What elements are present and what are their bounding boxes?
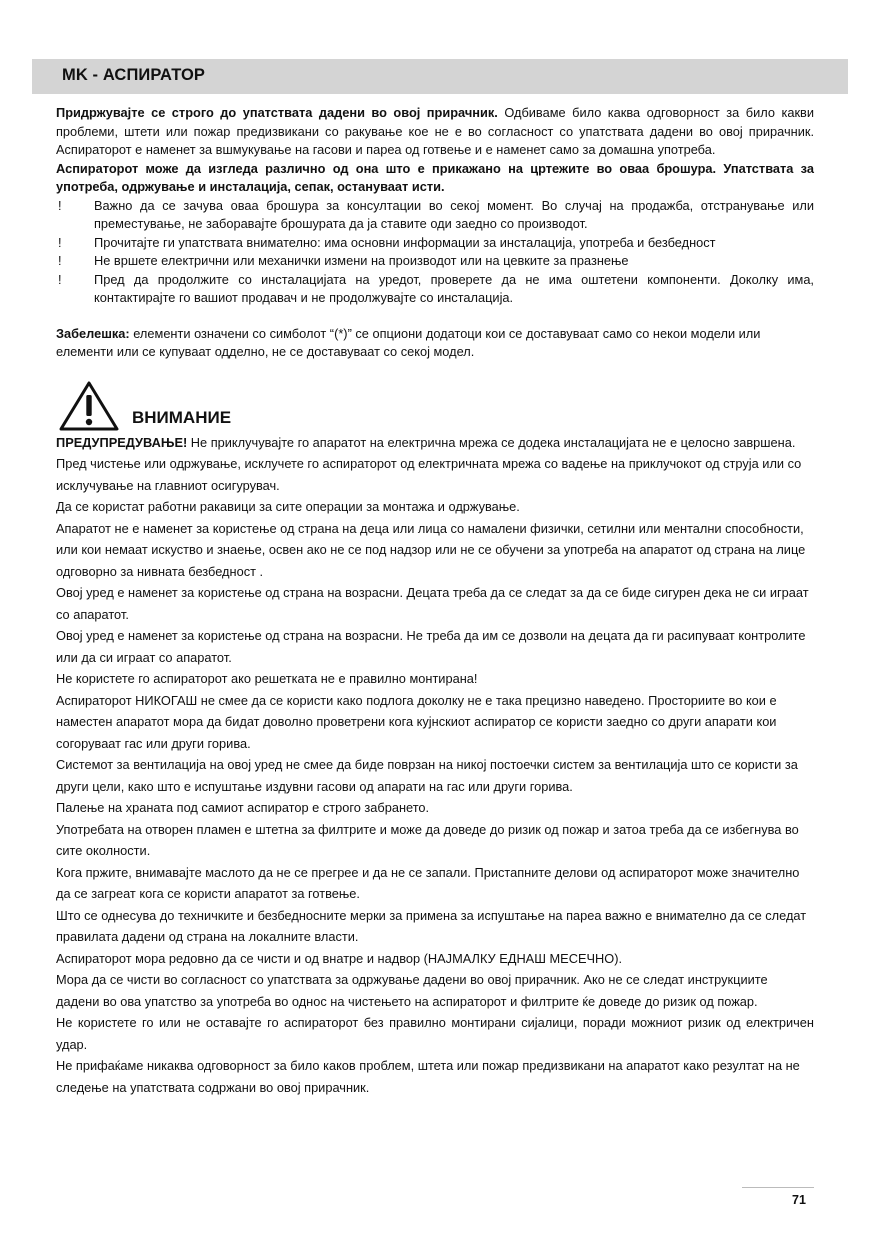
warning-triangle-icon <box>58 380 120 432</box>
bullet-list <box>56 197 814 308</box>
list-item-text: Не вршете електрични или механички измени на производот или на цевките за празнење <box>94 253 629 268</box>
warning-paragraph: Да се користат работни ракавици за сите операции за монтажа и одржување. <box>56 499 520 514</box>
list-item-text: Прочитајте ги упатствата внимателно: има основни информации за инсталација, употреба и безбедност <box>94 234 716 250</box>
list-item <box>56 197 814 234</box>
page-content <box>56 104 814 1098</box>
warning-paragraph: Апаратот не е наменет за користење од страна на деца или лица со намалени физички, сетилни или ментални способности, или кои немаат искуство и знаење, освен ако не се под надзор или не се обучени за употреба на апаратот од страна на лице одговорно за нивната безбедност . <box>56 520 806 579</box>
exclamation-mark: ! <box>58 271 62 287</box>
warning-paragraph: Употребата на отворен пламен е штетна за филтрите и може да доведе до ризик од пожар и затоа треба да се избегнува во сите околности. <box>56 821 799 858</box>
warning-lead <box>56 432 814 454</box>
note-paragraph <box>56 325 814 362</box>
warning-paragraph: Пред чистење или одржување, исклучете го аспираторот од електричната мрежа со вадење на приклучокот од струја или со исклучување на главниот осигурувач. <box>56 456 802 493</box>
list-item-text: Важно да се зачува оваа брошура за консултации во секој момент. Во случај на продажба, отстранување или преместување, не заборавајте брошурата да ја ставите оди заедно со производот. <box>94 197 814 231</box>
warning-lead-text: Не приклучувајте го апаратот на електрична мрежа се додека инсталацијата не е целосно завршена. <box>187 434 796 450</box>
warning-paragraph: Аспираторот НИКОГАШ не смее да се користи како подлога доколку не е така прецизно наведено. Просториите во кои е наместен апаратот мора да бидат доволно проветрени кога кујнскиот аспиратор се користи заедно со други апарати кои согоруваат гас или други горива. <box>56 692 777 751</box>
warning-paragraph: Овој уред е наменет за користење од страна на возрасни. Не треба да им се дозволи на децата да ги расипуваат контролите или да си играат со апаратот. <box>56 628 806 665</box>
section-title: MK - АСПИРАТОР <box>62 66 206 84</box>
section-header <box>32 59 848 94</box>
intro-paragraph-1 <box>56 104 814 160</box>
exclamation-mark: ! <box>58 197 62 213</box>
warning-paragraph: Овој уред е наменет за користење од страна на возрасни. Децата треба да се следат за да се биде сигурен дека не си играат со апаратот. <box>56 585 809 622</box>
note-text: елементи означени со симболот “(*)” се опциони додатоци кои се доставуваат само со некои модели или елементи или се купуваат одделно, не се доставуваат со секој модел. <box>56 325 761 359</box>
intro-text: Одбиваме било каква одговорност за било какви проблеми, штети или пожар предизвикани со ракување кое не е во согласност со упатствата дадени во овој прирачник. Аспираторот е наменет за вшмукување на гасови и пареа од готвење и е наменет само за домашна употреба. <box>56 105 814 157</box>
footer-divider <box>742 1187 814 1188</box>
intro-paragraph-2: Аспираторот може да изгледа различно од она што е прикажано на цртежите во оваа брошура. Упатствата за употреба, одржување и инсталација, сепак, остануваат исти. <box>56 160 814 194</box>
warning-paragraph: Што се однесува до техничките и безбедносните мерки за примена за испуштање на пареа важно е внимателно да се следат правилата дадени од страна на локалните власти. <box>56 907 807 944</box>
warning-paragraph: Не прифаќаме никаква одговорност за било каков проблем, штета или пожар предизвикани на апаратот како резултат на не следење на упатствата содржани во овој прирачник. <box>56 1058 800 1095</box>
warning-title: ВНИМАНИЕ <box>132 407 232 427</box>
intro-block <box>56 104 814 197</box>
warning-paragraph: Мора да се чисти во согласност со упатствата за одржување дадени во овој прирачник. Ако не се следат инструкциите дадени во ова упатство за употреба во однос на чистењето на аспираторот и филтрите ќе доведе до ризик од пожар. <box>56 972 768 1009</box>
list-item-text: Пред да продолжите со инсталацијата на уредот, проверете да не има оштетени компоненти. Доколку има, контактирајте го вашиот продавач и не продолжувајте со инсталација. <box>94 271 814 305</box>
warning-lead-bold: ПРЕДУПРЕДУВАЊЕ! <box>56 434 188 450</box>
exclamation-mark: ! <box>58 234 62 250</box>
note-label: Забелешка: <box>56 325 130 341</box>
warning-paragraph: Системот за вентилација на овој уред не смее да биде поврзан на никој постоечки систем за вентилација што се користи за други цели, како што е испуштање издувни гасови од апарати на гас или други горива. <box>56 757 798 794</box>
intro-bold-lead: Придржувајте се строго до упатствата дадени во овој прирачник. <box>56 105 498 120</box>
warning-paragraph: Не користете го аспираторот ако решетката не е правилно монтирана! <box>56 671 478 686</box>
warning-paragraphs <box>56 432 814 1099</box>
exclamation-mark: ! <box>58 253 62 268</box>
list-item <box>56 271 814 308</box>
warning-heading <box>56 380 814 432</box>
list-item <box>56 234 814 253</box>
page-number: 71 <box>792 1193 806 1207</box>
list-item <box>56 252 814 271</box>
warning-paragraph: Не користете го или не оставајте го аспираторот без правилно монтирани сијалици, поради можниот ризик од електричен удар. <box>56 1015 814 1052</box>
warning-paragraph: Кога пржите, внимавајте маслото да не се прегрее и да не се запали. Пристапните делови од аспираторот може значително да се загреат кога се користи апаратот за готвење. <box>56 864 800 901</box>
warning-paragraph: Палење на храната под самиот аспиратор е строго забрането. <box>56 800 430 815</box>
warning-paragraph: Аспираторот мора редовно да се чисти и од внатре и надвор (НАЈМАЛКУ ЕДНАШ МЕСЕЧНО). <box>56 950 623 966</box>
